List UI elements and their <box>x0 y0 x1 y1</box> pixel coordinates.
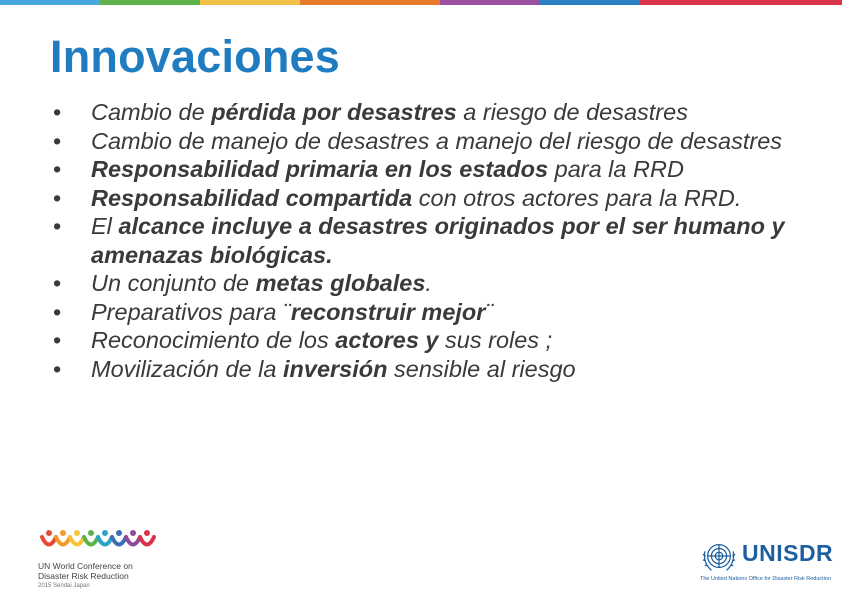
bullet-text: con otros actores para la RRD. <box>412 184 742 211</box>
bullet-text: para la RRD <box>548 156 684 182</box>
top-color-bar <box>0 0 842 5</box>
bullet-dot: • <box>53 99 62 125</box>
un-emblem-icon <box>700 538 738 576</box>
bullet-dot: • <box>53 355 62 382</box>
bullet-text: El <box>91 213 119 239</box>
bullet-item <box>53 98 793 127</box>
wcdrr-logo-text <box>38 561 158 591</box>
bullet-text: Un conjunto de <box>91 270 256 296</box>
bullet-text-bold: alcance incluye a desastres originados por el ser humano y amenazas biológicas. <box>91 213 785 268</box>
bullet-text: sus roles ; <box>438 327 553 353</box>
unisdr-subtitle: The United Nations Office for Disaster Risk Reduction <box>700 576 832 582</box>
bullet-text-bold: Responsabilidad primaria en los estados <box>91 156 549 182</box>
person-figure-icon <box>84 530 98 545</box>
bullet-dot: • <box>53 213 62 239</box>
slide-title: Innovaciones <box>50 31 340 82</box>
bullet-dot: • <box>53 127 62 154</box>
wcdrr-line-1: UN World Conference on <box>38 561 133 571</box>
bullet-text: a riesgo de desastres <box>456 99 688 125</box>
bullet-text-bold: actores y <box>335 327 439 353</box>
bullet-list <box>53 98 793 383</box>
bullet-text: Movilización de la <box>91 355 284 382</box>
bullet-dot: • <box>53 270 62 296</box>
person-figure-icon <box>70 530 84 545</box>
bullet-item <box>53 269 793 298</box>
bullet-dot: • <box>53 298 62 325</box>
bullet-item <box>53 298 793 327</box>
unisdr-name: UNISDR <box>742 540 834 566</box>
bullet-text: Cambio de manejo de desastres a manejo del riesgo de desastres <box>91 127 783 154</box>
bullet-text: . <box>425 270 432 296</box>
person-figure-icon <box>42 530 56 545</box>
bullet-text-bold: inversión <box>283 355 388 382</box>
bullet-text-bold: Responsabilidad compartida <box>91 184 413 211</box>
bullet-text: Preparativos para ¨ <box>91 298 291 325</box>
bullet-text: Reconocimiento de los <box>91 327 336 353</box>
top-bar-segment <box>300 0 440 5</box>
bullet-text: ¨ <box>485 298 494 325</box>
top-bar-segment <box>100 0 200 5</box>
bullet-item <box>53 155 793 184</box>
bullet-text: Cambio de <box>91 99 212 125</box>
wcdrr-line-2: Disaster Risk Reduction <box>38 571 129 581</box>
person-figure-icon <box>56 530 70 545</box>
bullet-dot: • <box>53 156 62 182</box>
top-bar-segment <box>440 0 540 5</box>
bullet-item <box>53 326 793 355</box>
bullet-text-bold: reconstruir mejor <box>290 298 486 325</box>
top-bar-segment <box>540 0 640 5</box>
person-figure-icon <box>126 530 140 545</box>
person-figure-icon <box>98 530 112 545</box>
bullet-text: sensible al riesgo <box>387 355 576 382</box>
top-bar-segment <box>200 0 300 5</box>
bullet-item <box>53 127 793 156</box>
bullet-text-bold: metas globales <box>255 270 426 296</box>
bullet-item <box>53 355 793 384</box>
bullet-text-bold: pérdida por desastres <box>211 99 457 125</box>
person-figure-icon <box>112 530 126 545</box>
person-figure-icon <box>140 530 154 545</box>
bullet-dot: • <box>53 327 62 353</box>
wcdrr-small: 2015 Sendai Japan <box>38 583 90 589</box>
top-bar-segment <box>640 0 842 5</box>
bullet-item <box>53 184 793 213</box>
top-bar-segment <box>0 0 100 5</box>
bullet-dot: • <box>53 184 62 211</box>
bullet-item <box>53 212 793 269</box>
